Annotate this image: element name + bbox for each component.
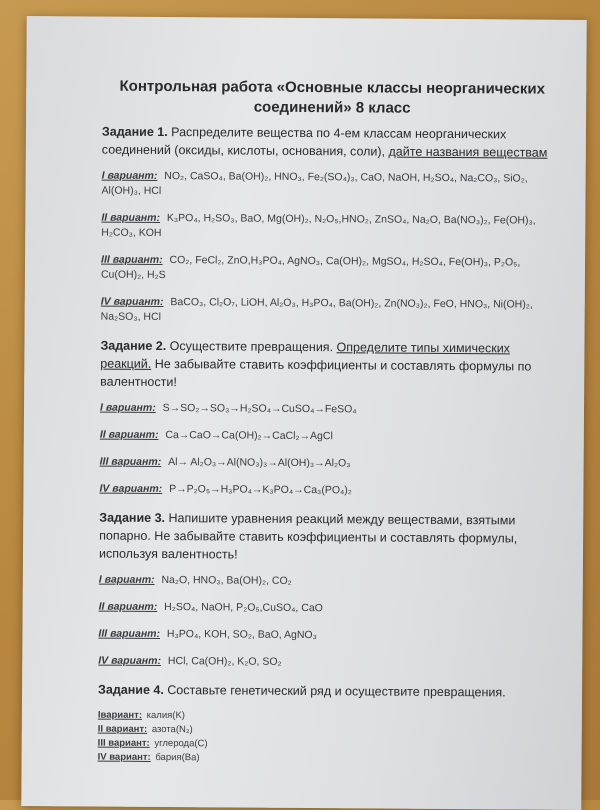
- task-4-text: Составьте генетический ряд и осуществите превращения.: [167, 683, 506, 700]
- task-3-heading: [99, 509, 559, 566]
- variant-text: азота(N₂): [151, 723, 193, 736]
- variant-text: P→P₂O₅→H₃PO₄→K₃PO₄→Ca₃(PO₄)₂: [169, 483, 352, 497]
- variant-label: III вариант:: [99, 455, 162, 469]
- task-1-variant: [101, 295, 561, 328]
- variant-text: H₃PO₄, KOH, SO₂, BaO, AgNO₃: [166, 628, 317, 642]
- variant-text: S→SO₂→SO₃→H₂SO₄→CuSO₄→FeSO₄: [162, 402, 357, 416]
- task-3-variant: [98, 654, 558, 672]
- task-3-label: Задание 3.: [99, 510, 166, 526]
- variant-text: H₂SO₄, NaOH, P₂O₅,CuSO₄, CaO: [164, 601, 323, 615]
- variant-text: Na₂O, HNO₃, Ba(OH)₂, CO₂: [161, 574, 292, 587]
- variant-text: BaCO₃, Cl₂O₇, LiOH, Al₂O₃, H₃PO₄, Ba(OH)₂, Zn(NO₃)₂, FeO, HNO₃, Ni(OH)₂, Na₂SO₃, HCl: [100, 296, 533, 323]
- variant-label: II вариант:: [98, 600, 158, 613]
- variant-label: III вариант:: [97, 737, 150, 749]
- variant-label: I вариант:: [98, 573, 155, 586]
- task-1-underlined-text: дайте названия веществам: [388, 144, 548, 160]
- task-3-variant: [99, 600, 559, 618]
- variant-label: Iвариант:: [97, 709, 143, 721]
- variant-text: Ca→CaO→Ca(OH)₂→CaCl₂→AgCl: [165, 429, 333, 443]
- task-3-text: Напишите уравнения реакций между веществами, взятыми попарно. Не забывайте ставить коэффициенты и составлять формулы, используя валентность!: [98, 511, 518, 562]
- variant-label: IV вариант:: [98, 654, 162, 668]
- task-4-variant-list: [98, 709, 558, 768]
- task-3-variant: [99, 573, 559, 591]
- task-4-label: Задание 4.: [98, 682, 164, 698]
- document-content: [98, 77, 563, 768]
- variant-label: IV вариант:: [100, 295, 164, 309]
- variant-text: HCl, Ca(OH)₂, K₂O, SO₂: [167, 655, 282, 668]
- task-1-variant: [101, 169, 561, 202]
- variant-label: II вариант:: [97, 723, 148, 735]
- variant-label: II вариант:: [101, 211, 161, 224]
- task-2-underlined-text: Определите типы химических реакций.: [100, 340, 511, 371]
- variant-label: III вариант:: [101, 253, 163, 267]
- variant-text: CO₂, FeCl₂, ZnO,H₃PO₄, AgNO₃, Ca(OH)₂, MgSO₄, H₂SO₄, Fe(OH)₃, P₂O₅, Cu(OH)₂, H₂S: [100, 254, 521, 282]
- task-2-text-after: Не забывайте ставить коэффициенты и составлять формулы по валентности!: [100, 356, 532, 390]
- task-2-variant: [99, 482, 559, 500]
- task-1-heading: [102, 123, 562, 162]
- task-2-variant: [100, 455, 560, 473]
- variant-text: калия(K): [146, 709, 186, 722]
- variant-label: I вариант:: [99, 401, 156, 414]
- task-4-heading: [98, 681, 558, 702]
- page-title: Контрольная работа «Основные классы неорганических соединений» 8 класс: [119, 77, 546, 117]
- task-1-text: Распределите вещества по 4-ем классам неорганических соединений (оксиды, кислоты, основания, соли),: [101, 125, 507, 159]
- variant-text: K₃PO₄, H₂SO₃, BaO, Mg(OH)₂, N₂O₅,HNO₂, ZnSO₄, Na₂O, Ba(NO₃)₂, Fe(OH)₃, H₂CO₃, KOH: [101, 212, 536, 240]
- variant-label: I вариант:: [101, 169, 158, 182]
- task-2-variant: [100, 428, 560, 446]
- variant-label: II вариант:: [99, 428, 159, 441]
- task-3-variant: [98, 627, 558, 645]
- task-1-variant: [101, 211, 561, 244]
- variant-text: углерода(C): [154, 737, 208, 750]
- task-4-variant: [98, 751, 558, 768]
- task-2-heading: [100, 337, 560, 394]
- task-2-label: Задание 2.: [100, 338, 167, 354]
- variant-label: IV вариант:: [99, 482, 163, 496]
- task-2-text: Осуществите превращения.: [169, 339, 334, 355]
- variant-text: NO₂, CaSO₄, Ba(OH)₂, HNO₃, Fe₂(SO₄)₃, CaO, NaOH, H₂SO₄, Na₂CO₃, SiO₂, Al(OH)₃, HCl: [101, 170, 528, 197]
- variant-label: III вариант:: [98, 627, 161, 641]
- variant-text: бария(Ba): [155, 751, 200, 764]
- task-2-variant: [100, 401, 560, 419]
- task-1-label: Задание 1.: [101, 124, 168, 140]
- paper-sheet: [21, 16, 587, 810]
- task-1-variant: [101, 253, 561, 286]
- variant-label: IV вариант:: [97, 751, 151, 763]
- variant-text: Al→ Al₂O₃→Al(NO₃)₃→Al(OH)₃→Al₂O₃: [168, 456, 351, 470]
